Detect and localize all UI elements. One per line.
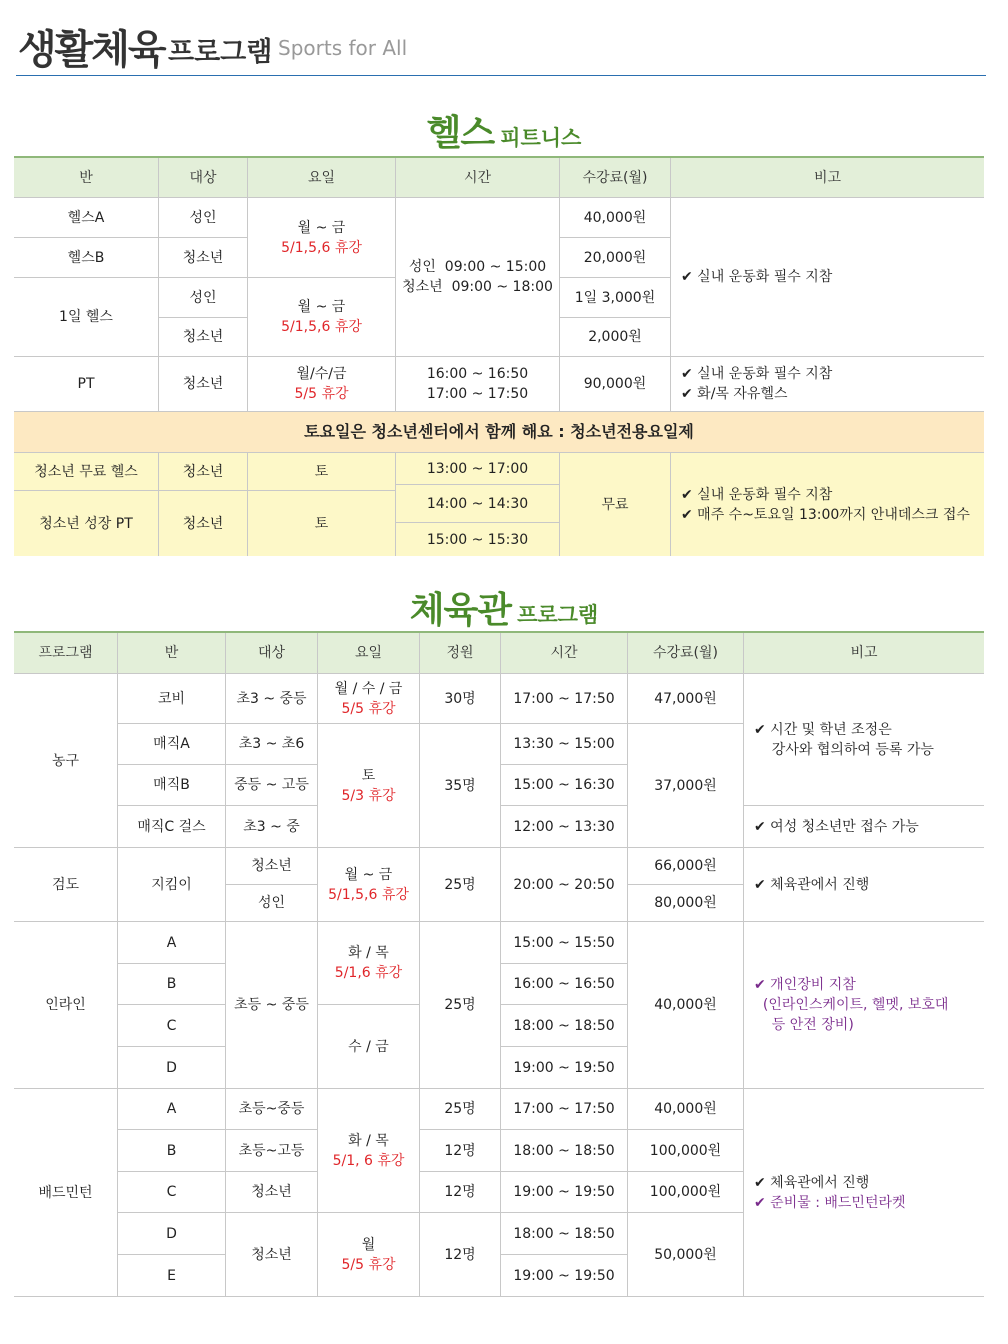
- kendo-holiday: 5/1,5,6 휴강: [328, 886, 409, 903]
- health-subtitle: 피트니스: [500, 126, 582, 150]
- health-header-target: 대상: [159, 158, 248, 198]
- badminton-capacity-b: 12명: [420, 1130, 501, 1172]
- sat-fee: 무료: [560, 453, 671, 556]
- basketball-class-magic-a: 매직A: [118, 724, 226, 765]
- page-english-subtitle: Sports for All: [278, 36, 408, 60]
- inline-fee: 40,000원: [628, 922, 744, 1089]
- day-health-fee-adult: 1일 3,000원: [560, 278, 671, 318]
- gym-section-title: [0, 582, 1008, 633]
- sat-free-day: 토: [248, 453, 396, 491]
- page-title: 생활체육: [18, 27, 165, 73]
- badminton-fee-c: 100,000원: [628, 1172, 744, 1213]
- badminton-day-1: [318, 1089, 420, 1213]
- health-time-youth: 청소년 09:00 ~ 18:00: [402, 279, 553, 295]
- health-b-fee: 20,000원: [560, 238, 671, 278]
- gym-header-day: 요일: [318, 633, 420, 674]
- badminton-holiday-1: 5/1, 6 휴강: [332, 1152, 405, 1169]
- badminton-capacity-a: 25명: [420, 1089, 501, 1130]
- badminton-program: 배드민턴: [14, 1089, 118, 1297]
- inline-capacity: 25명: [420, 922, 501, 1089]
- sat-note-2: ✔ 매주 수~토요일 13:00까지 안내데스크 접수: [681, 506, 970, 523]
- basketball-day-2-text: 토: [361, 767, 376, 784]
- basketball-fee-1: 47,000원: [628, 674, 744, 724]
- badminton-capacity-de: 12명: [420, 1213, 501, 1297]
- health-a-fee: 40,000원: [560, 198, 671, 238]
- health-header-class: 반: [14, 158, 159, 198]
- gym-header-time: 시간: [501, 633, 628, 674]
- day-health-class: 1일 헬스: [14, 278, 159, 357]
- basketball-target-magic-a: 초3 ~ 초6: [226, 724, 318, 765]
- inline-time-a: 15:00 ~ 15:50: [501, 922, 628, 964]
- basketball-time-magic-b: 15:00 ~ 16:30: [501, 765, 628, 806]
- day-health-fee-youth: 2,000원: [560, 318, 671, 357]
- health-table: [14, 156, 984, 554]
- badminton-target-c: 청소년: [226, 1172, 318, 1213]
- inline-class-d: D: [118, 1047, 226, 1089]
- basketball-note-2: ✔ 여성 청소년만 접수 가능: [744, 806, 984, 848]
- basketball-class-magic-b: 매직B: [118, 765, 226, 806]
- basketball-time-magic-a: 13:30 ~ 15:00: [501, 724, 628, 765]
- sat-note: [671, 453, 984, 556]
- badminton-capacity-c: 12명: [420, 1172, 501, 1213]
- badminton-day-2: [318, 1213, 420, 1297]
- gym-header-target: 대상: [226, 633, 318, 674]
- sat-free-time: 13:00 ~ 17:00: [396, 453, 560, 485]
- inline-note-1: ✔ 개인장비 지참: [754, 977, 856, 993]
- pt-note: [671, 357, 984, 412]
- health-ab-holiday: 5/1,5,6 휴강: [281, 239, 362, 256]
- health-a-class: 헬스A: [14, 198, 159, 238]
- inline-target: 초등 ~ 중등: [226, 922, 318, 1089]
- badminton-class-c: C: [118, 1172, 226, 1213]
- pt-note-1: ✔ 실내 운동화 필수 지참: [681, 366, 833, 382]
- inline-time-d: 19:00 ~ 19:50: [501, 1047, 628, 1089]
- kendo-class: 지킴이: [118, 848, 226, 922]
- sat-note-1: ✔ 실내 운동화 필수 지참: [681, 486, 833, 503]
- basketball-note-1b: 강사와 협의하여 등록 가능: [754, 741, 934, 758]
- gym-title: 체육관: [409, 590, 512, 631]
- basketball-time-magic-c: 12:00 ~ 13:30: [501, 806, 628, 848]
- badminton-class-e: E: [118, 1255, 226, 1297]
- sat-pt-time-2: 15:00 ~ 15:30: [396, 523, 560, 556]
- kendo-fee-youth: 66,000원: [628, 848, 744, 885]
- basketball-target-magic-c: 초3 ~ 중: [226, 806, 318, 848]
- inline-class-c: C: [118, 1005, 226, 1047]
- basketball-target-magic-b: 중등 ~ 고등: [226, 765, 318, 806]
- basketball-capacity-1: 30명: [420, 674, 501, 724]
- kendo-capacity: 25명: [420, 848, 501, 922]
- saturday-banner: 토요일은 청소년센터에서 함께 해요 : 청소년전용요일제: [14, 412, 984, 453]
- inline-time-b: 16:00 ~ 16:50: [501, 964, 628, 1005]
- badminton-day-1-text: 화 / 목: [348, 1132, 389, 1149]
- sat-pt-day: 토: [248, 491, 396, 556]
- inline-day-1-text: 화 / 목: [348, 945, 389, 961]
- pt-target: 청소년: [159, 357, 248, 412]
- gym-header-capacity: 정원: [420, 633, 501, 674]
- health-note: ✔ 실내 운동화 필수 지참: [671, 198, 984, 357]
- kendo-time: 20:00 ~ 20:50: [501, 848, 628, 922]
- basketball-target-kobe: 초3 ~ 중등: [226, 674, 318, 724]
- basketball-time-kobe: 17:00 ~ 17:50: [501, 674, 628, 724]
- pt-day-text: 월/수/금: [296, 366, 347, 382]
- health-section-title: [0, 105, 1008, 156]
- day-health-target-adult: 성인: [159, 278, 248, 318]
- inline-class-b: B: [118, 964, 226, 1005]
- basketball-day-1: [318, 674, 420, 724]
- health-b-class: 헬스B: [14, 238, 159, 278]
- health-b-target: 청소년: [159, 238, 248, 278]
- health-header-day: 요일: [248, 158, 396, 198]
- badminton-class-a: A: [118, 1089, 226, 1130]
- inline-note: [744, 922, 984, 1089]
- badminton-time-b: 18:00 ~ 18:50: [501, 1130, 628, 1172]
- kendo-target-youth: 청소년: [226, 848, 318, 885]
- kendo-day: [318, 848, 420, 922]
- inline-program: 인라인: [14, 922, 118, 1089]
- badminton-time-d: 18:00 ~ 18:50: [501, 1213, 628, 1255]
- gym-header-note: 비고: [744, 633, 984, 674]
- health-time: [396, 198, 560, 357]
- health-a-target: 성인: [159, 198, 248, 238]
- inline-class-a: A: [118, 922, 226, 964]
- health-ab-day-text: 월 ~ 금: [297, 219, 346, 236]
- kendo-note: ✔ 체육관에서 진행: [744, 848, 984, 922]
- basketball-fee-2: 37,000원: [628, 724, 744, 848]
- basketball-holiday-2: 5/3 휴강: [341, 787, 396, 804]
- health-header-time: 시간: [396, 158, 560, 198]
- basketball-class-magic-c: 매직C 걸스: [118, 806, 226, 848]
- health-header-note: 비고: [671, 158, 984, 198]
- pt-holiday: 5/5 휴강: [294, 386, 349, 402]
- basketball-program: 농구: [14, 674, 118, 848]
- health-ab-day: [248, 198, 396, 278]
- pt-day: [248, 357, 396, 412]
- badminton-note-2: ✔ 준비물 : 배드민턴라켓: [754, 1194, 906, 1211]
- page-header: [16, 10, 986, 76]
- gym-table: [14, 631, 984, 1296]
- sat-free-target: 청소년: [159, 453, 248, 491]
- basketball-note-1a: ✔ 시간 및 학년 조정은: [754, 721, 892, 738]
- day-health-target-youth: 청소년: [159, 318, 248, 357]
- inline-time-c: 18:00 ~ 18:50: [501, 1005, 628, 1047]
- basketball-holiday-1: 5/5 휴강: [341, 700, 396, 717]
- badminton-class-b: B: [118, 1130, 226, 1172]
- pt-fee: 90,000원: [560, 357, 671, 412]
- pt-note-2: ✔ 화/목 자유헬스: [681, 386, 788, 402]
- badminton-day-2-text: 월: [361, 1236, 376, 1253]
- badminton-target-de: 청소년: [226, 1213, 318, 1297]
- inline-holiday-1: 5/1,6 휴강: [334, 965, 403, 981]
- kendo-program: 검도: [14, 848, 118, 922]
- basketball-day-1-text: 월 / 수 / 금: [334, 680, 403, 697]
- pt-time-2: 17:00 ~ 17:50: [426, 386, 529, 402]
- pt-class: PT: [14, 357, 159, 412]
- inline-note-3: 등 안전 장비): [754, 1017, 854, 1033]
- sat-free-class: 청소년 무료 헬스: [14, 453, 159, 491]
- badminton-time-a: 17:00 ~ 17:50: [501, 1089, 628, 1130]
- basketball-day-2: [318, 724, 420, 848]
- badminton-time-e: 19:00 ~ 19:50: [501, 1255, 628, 1297]
- health-header-fee: 수강료(월): [560, 158, 671, 198]
- gym-header-class: 반: [118, 633, 226, 674]
- kendo-fee-adult: 80,000원: [628, 885, 744, 922]
- inline-day-2: 수 / 금: [318, 1005, 420, 1089]
- badminton-fee-b: 100,000원: [628, 1130, 744, 1172]
- sat-pt-time-1: 14:00 ~ 14:30: [396, 485, 560, 523]
- page-subtitle: 프로그램: [168, 37, 273, 68]
- inline-day-1: [318, 922, 420, 1005]
- kendo-target-adult: 성인: [226, 885, 318, 922]
- badminton-note-1: ✔ 체육관에서 진행: [754, 1174, 870, 1191]
- basketball-class-kobe: 코비: [118, 674, 226, 724]
- pt-time-1: 16:00 ~ 16:50: [426, 366, 529, 382]
- sat-pt-class: 청소년 성장 PT: [14, 491, 159, 556]
- badminton-target-b: 초등~고등: [226, 1130, 318, 1172]
- health-title: 헬스: [426, 113, 495, 154]
- sat-pt-target: 청소년: [159, 491, 248, 556]
- badminton-target-a: 초등~중등: [226, 1089, 318, 1130]
- basketball-capacity-2: 35명: [420, 724, 501, 848]
- badminton-class-d: D: [118, 1213, 226, 1255]
- day-health-day: [248, 278, 396, 357]
- gym-header-program: 프로그램: [14, 633, 118, 674]
- gym-header-fee: 수강료(월): [628, 633, 744, 674]
- health-time-adult: 성인 09:00 ~ 15:00: [408, 259, 547, 275]
- day-health-holiday: 5/1,5,6 휴강: [281, 319, 362, 335]
- badminton-time-c: 19:00 ~ 19:50: [501, 1172, 628, 1213]
- badminton-fee-a: 40,000원: [628, 1089, 744, 1130]
- inline-note-2: (인라인스케이트, 헬멧, 보호대: [754, 997, 949, 1013]
- basketball-note-1: [744, 674, 984, 806]
- badminton-fee-de: 50,000원: [628, 1213, 744, 1297]
- day-health-day-text: 월 ~ 금: [297, 299, 346, 315]
- pt-time: [396, 357, 560, 412]
- kendo-day-text: 월 ~ 금: [344, 866, 393, 883]
- badminton-note: [744, 1089, 984, 1297]
- gym-subtitle: 프로그램: [517, 603, 599, 627]
- badminton-holiday-2: 5/5 휴강: [341, 1256, 396, 1273]
